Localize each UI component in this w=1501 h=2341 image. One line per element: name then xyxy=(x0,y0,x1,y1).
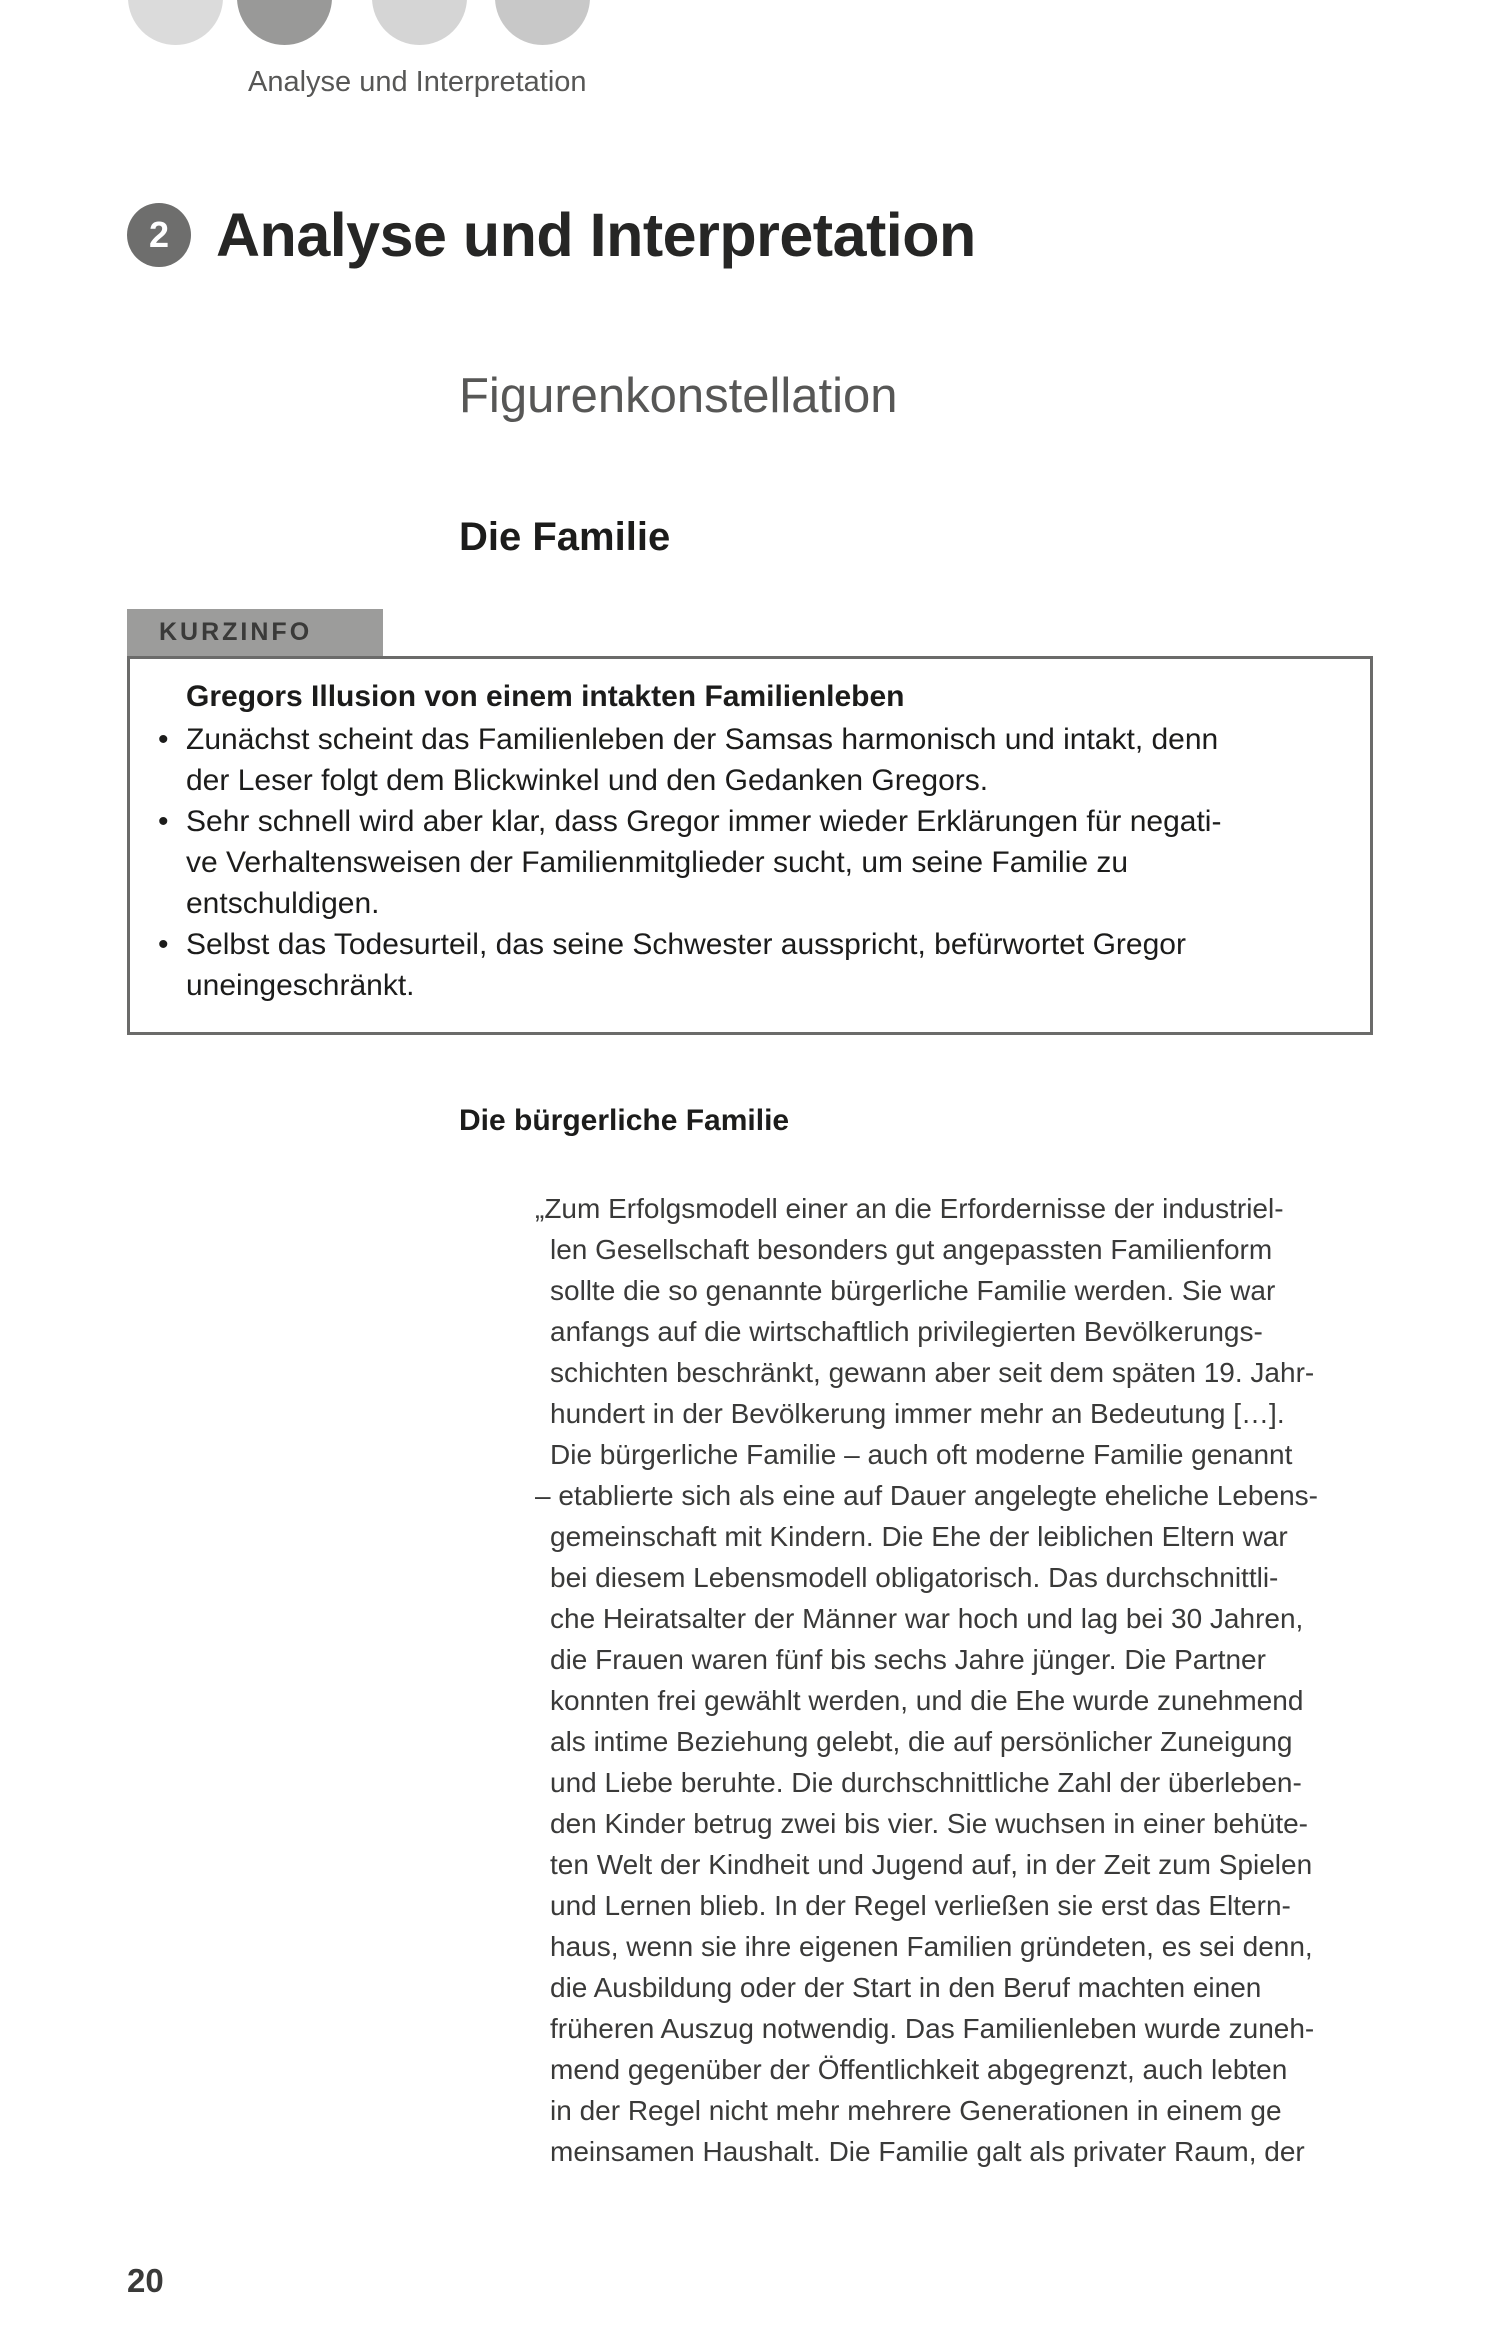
quote-line: mend gegenüber der Öffentlichkeit abgegrenzt, auch lebten xyxy=(550,2054,1288,2085)
bullet-item xyxy=(158,719,1346,801)
quote-line: hundert in der Bevölkerung immer mehr an Bedeutung […]. xyxy=(550,1398,1285,1429)
quote-line: che Heiratsalter der Männer war hoch und lag bei 30 Jahren, xyxy=(550,1603,1304,1634)
kurzinfo-box xyxy=(127,656,1373,1035)
bullet-line: uneingeschränkt. xyxy=(186,969,415,1002)
quote-line: bei diesem Lebensmodell obligatorisch. Das durchschnittli- xyxy=(550,1562,1279,1593)
bullet-text xyxy=(186,801,1221,924)
page-number: 20 xyxy=(127,2262,164,2299)
page-header: Analyse und Interpretation xyxy=(248,66,587,98)
bullet-text xyxy=(186,924,1186,1006)
bullet-item xyxy=(158,924,1346,1006)
subsection-title: Die Familie xyxy=(459,515,671,559)
quote-line: schichten beschränkt, gewann aber seit dem späten 19. Jahr- xyxy=(550,1357,1315,1388)
quote-line: als intime Beziehung gelebt, die auf persönlicher Zuneigung xyxy=(550,1726,1293,1757)
section-title: Figurenkonstellation xyxy=(459,369,898,423)
bullet-line: Zunächst scheint das Familienleben der Samsas harmonisch und intakt, denn xyxy=(186,723,1219,756)
quote-line: anfangs auf die wirtschaftlich privilegierten Bevölkerungs- xyxy=(550,1316,1263,1347)
quote-line: Die bürgerliche Familie – auch oft moderne Familie genannt xyxy=(550,1439,1293,1470)
quote-line: die Ausbildung oder der Start in den Beruf machten einen xyxy=(550,1972,1262,2003)
kurzinfo-title: Gregors Illusion von einem intakten Familienleben xyxy=(186,680,905,713)
quote-line: meinsamen Haushalt. Die Familie galt als privater Raum, der xyxy=(550,2136,1305,2167)
quote-line: konnten frei gewählt werden, und die Ehe wurde zunehmend xyxy=(550,1685,1304,1716)
quote-line: in der Regel nicht mehr mehrere Generationen in einem ge xyxy=(550,2095,1282,2126)
quote-line: len Gesellschaft besonders gut angepassten Familienform xyxy=(550,1234,1273,1265)
bullet-marker: • xyxy=(158,723,169,756)
bullet-line: Sehr schnell wird aber klar, dass Gregor immer wieder Erklärungen für negati- xyxy=(186,805,1222,838)
bullet-marker: • xyxy=(158,928,169,961)
decor-circle xyxy=(495,0,590,45)
quote-line: sollte die so genannte bürgerliche Familie werden. Sie war xyxy=(550,1275,1276,1306)
quote-block xyxy=(535,1188,1318,2172)
chapter-title: Analyse und Interpretation xyxy=(216,201,976,269)
quote-line: – etablierte sich als eine auf Dauer angelegte eheliche Lebens- xyxy=(535,1480,1318,1511)
quote-line: ten Welt der Kindheit und Jugend auf, in der Zeit zum Spielen xyxy=(550,1849,1313,1880)
decor-circle xyxy=(128,0,223,45)
bullet-line: ve Verhaltensweisen der Familienmitglieder sucht, um seine Familie zu xyxy=(186,846,1129,879)
quote-line: haus, wenn sie ihre eigenen Familien gründeten, es sei denn, xyxy=(550,1931,1313,1962)
chapter-number-badge: 2 xyxy=(127,203,191,267)
quote-line: und Lernen blieb. In der Regel verließen sie erst das Eltern- xyxy=(550,1890,1291,1921)
quote-line: gemeinschaft mit Kindern. Die Ehe der leiblichen Eltern war xyxy=(550,1521,1288,1552)
bullet-item xyxy=(158,801,1346,924)
quote-line: den Kinder betrug zwei bis vier. Sie wuchsen in einer behüte- xyxy=(550,1808,1308,1839)
kurzinfo-label: KURZINFO xyxy=(127,609,383,656)
quote-line: die Frauen waren fünf bis sechs Jahre jünger. Die Partner xyxy=(550,1644,1266,1675)
bullet-line: der Leser folgt dem Blickwinkel und den Gedanken Gregors. xyxy=(186,764,989,797)
bullet-text xyxy=(186,719,1218,801)
bullet-line: Selbst das Todesurteil, das seine Schwester ausspricht, befürwortet Gregor xyxy=(186,928,1186,961)
bullet-marker: • xyxy=(158,805,169,838)
decor-circle xyxy=(372,0,467,45)
body-subheading: Die bürgerliche Familie xyxy=(459,1104,790,1137)
bullet-line: entschuldigen. xyxy=(186,887,380,920)
quote-line: und Liebe beruhte. Die durchschnittliche Zahl der überleben- xyxy=(550,1767,1302,1798)
quote-line: früheren Auszug notwendig. Das Familienleben wurde zuneh- xyxy=(550,2013,1315,2044)
decor-circle xyxy=(237,0,332,45)
quote-line: „Zum Erfolgsmodell einer an die Erfordernisse der industriel- xyxy=(535,1193,1284,1224)
